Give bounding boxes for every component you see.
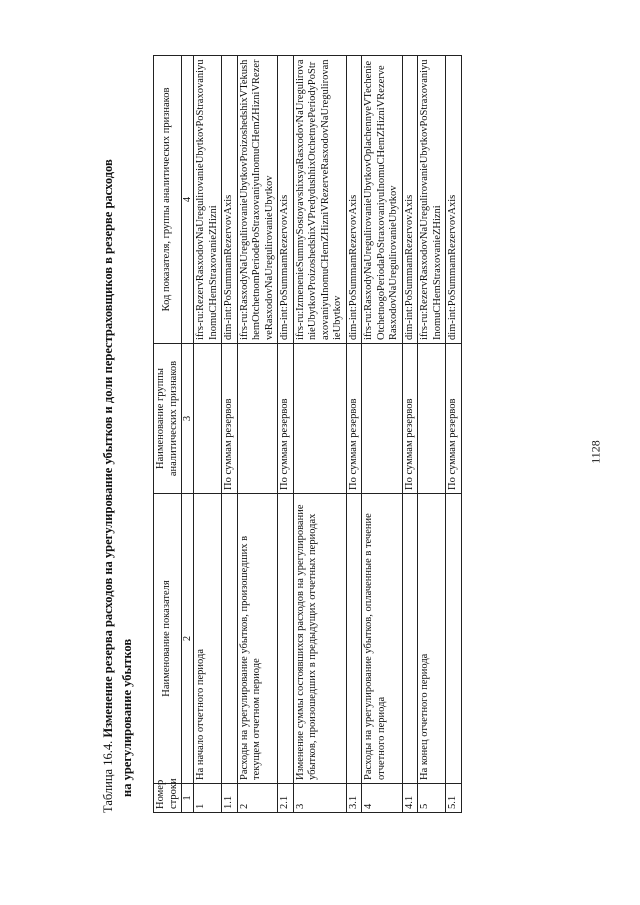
group-name: По суммам резервов (402, 344, 418, 494)
indicator-code: ifrs-ru:RasxodyNaUregulirovanieUbytkovOplachennyeVTechenieOtchetnogoPeriodaPoStraxovaniyuInomuCHemZHizniVRezerveRasxodovNaUregulirovanieUbytkov (362, 56, 403, 344)
table-row (194, 56, 222, 813)
indicator-code: dim-int:PoSummamRezervovAxis (346, 56, 362, 344)
row-number: 2.1 (278, 784, 294, 813)
table-row (418, 56, 446, 813)
column-number: 2 (182, 494, 194, 784)
row-number: 5 (418, 784, 446, 813)
row-number: 4.1 (402, 784, 418, 813)
indicator-name: Изменение суммы состоявшихся расходов на урегулирование убытков, произошедших в предыдущих отчетных периодах (293, 494, 346, 784)
indicator-name: Расходы на урегулирование убытков, произошедших в текущем отчетном периоде (237, 494, 278, 784)
table-row (222, 56, 238, 813)
table-block (97, 52, 597, 817)
group-name: По суммам резервов (446, 344, 462, 494)
table-row (278, 56, 294, 813)
column-number-row (182, 56, 194, 813)
table-row (346, 56, 362, 813)
indicator-name: На конец отчетного периода (418, 494, 446, 784)
header-row-number: Номер строки (154, 784, 182, 813)
row-number: 5.1 (446, 784, 462, 813)
header-indicator-name: Наименование показателя (154, 494, 182, 784)
indicator-code: ifrs-ru:RasxodyNaUregulirovanieUbytkovProizoshedshixVTekushhemOtchetnomPeriodePoStraxovaniyuInomuCHemZHizniVRezerveRasxodovNaUregulirovanieUbytkov (237, 56, 278, 344)
group-name (194, 344, 222, 494)
indicator-name (222, 494, 238, 784)
indicator-name (446, 494, 462, 784)
group-name: По суммам резервов (222, 344, 238, 494)
indicator-code: ifrs-ru:RezervRasxodovNaUregulirovanieUbytkovPoStraxovaniyuInomuCHemStraxovanieZHizni (418, 56, 446, 344)
indicator-code: ifrs-ru:IzmenenieSummySostoyavshixsyaRasxodovNaUregulirovanieUbytkovProizoshedshixVPredydushhixOtchetnyePeriodyPoStraxovaniyuInomuCHemZHizniVRezerveRasxodovNaUregulirovanieUbytkov (293, 56, 346, 344)
header-group-name: Наименование группы аналитических признаков (154, 344, 182, 494)
table-row (362, 56, 403, 813)
table-caption (97, 52, 153, 817)
indicator-name (346, 494, 362, 784)
table-row (446, 56, 462, 813)
table-row (237, 56, 278, 813)
group-name (418, 344, 446, 494)
row-number: 1 (194, 784, 222, 813)
indicator-name: На начало отчетного периода (194, 494, 222, 784)
column-number: 3 (182, 344, 194, 494)
row-number: 3 (293, 784, 346, 813)
indicator-table (153, 55, 462, 813)
indicator-name (278, 494, 294, 784)
indicator-name (402, 494, 418, 784)
header-row (154, 56, 182, 813)
header-indicator-code: Код показателя, группы аналитических признаков (154, 56, 182, 344)
caption-title: Изменение резерва расходов на урегулирование убытков и доли перестраховщиков в резерве расходов (101, 159, 115, 738)
indicator-code: dim-int:PoSummamRezervovAxis (278, 56, 294, 344)
group-name (362, 344, 403, 494)
table-row (402, 56, 418, 813)
indicator-code: dim-int:PoSummamRezervovAxis (402, 56, 418, 344)
row-number: 3.1 (346, 784, 362, 813)
group-name (293, 344, 346, 494)
caption-title-continued: на урегулирование убытков (120, 638, 134, 797)
indicator-name: Расходы на урегулирование убытков, оплаченные в течение отчетного периода (362, 494, 403, 784)
row-number: 1.1 (222, 784, 238, 813)
column-number: 1 (182, 784, 194, 813)
rotated-page (97, 52, 597, 817)
indicator-code: dim-int:PoSummamRezervovAxis (446, 56, 462, 344)
group-name: По суммам резервов (278, 344, 294, 494)
page-number: 1128 (588, 440, 603, 464)
group-name (237, 344, 278, 494)
indicator-code: ifrs-ru:RezervRasxodovNaUregulirovanieUbytkovPoStraxovaniyuInomuCHemStraxovanieZHizni (194, 56, 222, 344)
row-number: 4 (362, 784, 403, 813)
caption-lead: Таблица 16.4. (101, 740, 115, 813)
indicator-code: dim-int:PoSummamRezervovAxis (222, 56, 238, 344)
table-row (293, 56, 346, 813)
column-number: 4 (182, 56, 194, 344)
group-name: По суммам резервов (346, 344, 362, 494)
row-number: 2 (237, 784, 278, 813)
